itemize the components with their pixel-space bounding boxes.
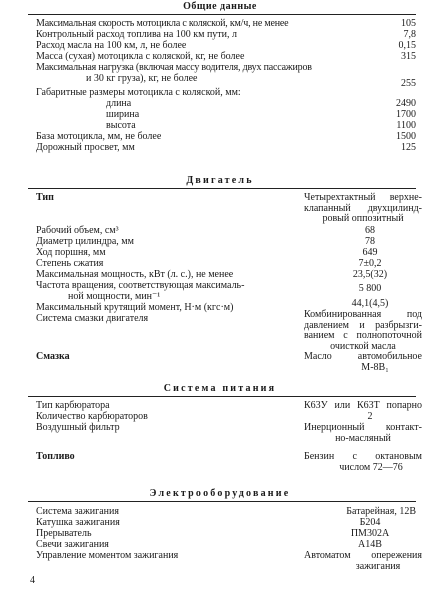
spec-label: Катушка зажигания xyxy=(36,517,120,528)
spec-description: Четырехтактный верхне- клапанный двухцилинд- ровый оппозитный xyxy=(304,192,422,224)
spec-description: Инерционный контакт- но-масляный xyxy=(304,422,422,444)
spec-label: ной мощности, мин⁻¹ xyxy=(68,291,161,302)
spec-value: 68 xyxy=(365,225,375,236)
page-number: 4 xyxy=(30,575,35,586)
spec-label: Контрольный расход топлива на 100 км пути, л xyxy=(36,29,238,40)
spec-value: 125 xyxy=(401,142,416,153)
spec-description: Комбинированная под давлением и разбрызги- ванием с полнопоточной очисткой масла xyxy=(304,309,422,352)
spec-value: А14В xyxy=(358,539,382,550)
spec-label: Масса (сухая) мотоцикла с коляской, кг, не более xyxy=(36,51,245,62)
spec-description: Бензин с октановым числом 72—76 xyxy=(304,451,422,473)
section-heading-general: Общие данные xyxy=(183,1,257,12)
spec-label: Расход масла на 100 км, л, не более xyxy=(36,40,187,51)
spec-label: Система зажигания xyxy=(36,506,119,517)
spec-label: Тип xyxy=(36,192,54,203)
spec-label: и 30 кг груза), кг, не более xyxy=(86,73,198,84)
spec-value: 2 xyxy=(367,411,373,422)
spec-value: ПМ302А xyxy=(350,528,390,539)
spec-value: 78 xyxy=(365,236,375,247)
spec-value: 105 xyxy=(401,18,416,29)
spec-description: К63У или К63Т попарно xyxy=(304,400,422,411)
spec-label: Максимальный крутящий момент, Н·м (кгс·м) xyxy=(36,302,234,313)
spec-value: 44,1(4,5) xyxy=(351,298,389,309)
heading-rule xyxy=(28,501,416,502)
section-heading-engine: Двигатель xyxy=(186,175,254,186)
spec-label: Топливо xyxy=(36,451,75,462)
spec-value: 5 800 xyxy=(358,283,382,294)
spec-label: Воздушный фильтр xyxy=(36,422,120,433)
spec-label: длина xyxy=(106,98,132,109)
spec-value: 7,8 xyxy=(403,29,416,40)
spec-label: Габаритные размеры мотоцикла с коляской, мм: xyxy=(36,87,241,98)
spec-value: 23,5(32) xyxy=(352,269,388,280)
spec-label: Частота вращения, соответствующая максималь- xyxy=(36,280,245,291)
spec-label: Степень сжатия xyxy=(36,258,104,269)
spec-value: 0,15 xyxy=(398,40,416,51)
heading-rule xyxy=(28,188,416,189)
spec-label: Рабочий объем, см³ xyxy=(36,225,119,236)
spec-label: Количество карбюраторов xyxy=(36,411,148,422)
spec-label: Тип карбюратора xyxy=(36,400,110,411)
spec-label: Прерыватель xyxy=(36,528,92,539)
spec-description: Батарейная, 12В xyxy=(346,506,416,517)
spec-label: Максимальная мощность, кВт (л. с.), не менее xyxy=(36,269,234,280)
section-heading-fuel: Система питания xyxy=(163,383,277,394)
heading-rule xyxy=(28,14,416,15)
spec-value: 315 xyxy=(401,51,416,62)
spec-value: 7±0,2 xyxy=(358,258,382,269)
spec-label: Максимальная скорость мотоцикла с коляской, км/ч, не менее xyxy=(36,18,289,29)
spec-value: 255 xyxy=(401,78,416,89)
section-heading-electric: Электрооборудование xyxy=(149,488,291,499)
spec-label: Ход поршня, мм xyxy=(36,247,106,258)
spec-description: Автоматом опережения зажигания xyxy=(304,550,422,572)
spec-value: Б204 xyxy=(359,517,381,528)
spec-value: 1700 xyxy=(396,109,416,120)
spec-label: высота xyxy=(106,120,136,131)
spec-label: Дорожный просвет, мм xyxy=(36,142,135,153)
spec-description: Масло автомобильное М-8В₁ xyxy=(304,351,422,373)
spec-value: 2490 xyxy=(396,98,416,109)
spec-label: Смазка xyxy=(36,351,70,362)
spec-value: 1500 xyxy=(396,131,416,142)
spec-label: Диаметр цилиндра, мм xyxy=(36,236,134,247)
heading-rule xyxy=(28,396,416,397)
spec-label: Управление моментом зажигания xyxy=(36,550,179,561)
spec-label: Максимальная нагрузка (включая массу водителя, двух пассажиров xyxy=(36,62,312,73)
spec-label: Система смазки двигателя xyxy=(36,313,149,324)
spec-value: 649 xyxy=(362,247,378,258)
spec-label: ширина xyxy=(106,109,140,120)
spec-value: 1100 xyxy=(396,120,416,131)
spec-label: База мотоцикла, мм, не более xyxy=(36,131,162,142)
spec-label: Свечи зажигания xyxy=(36,539,109,550)
